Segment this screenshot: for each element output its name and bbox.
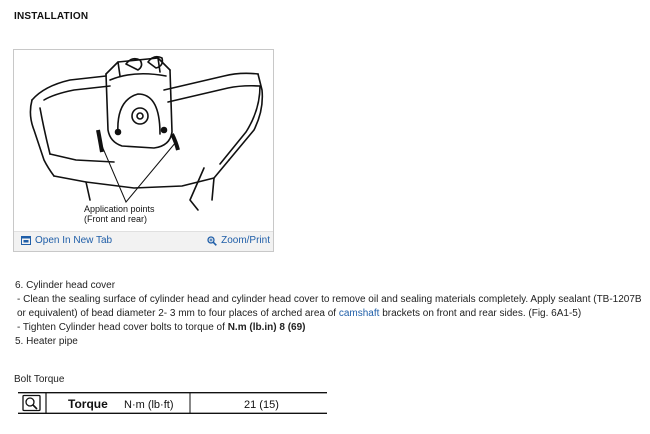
open-in-new-tab-link[interactable] xyxy=(21,235,112,246)
torque-spec-table xyxy=(18,392,327,414)
step-6-clean-text-end: brackets on front and rear sides. (Fig. 6A1-5) xyxy=(379,308,582,319)
installation-steps xyxy=(15,279,645,349)
step-5-title: 5. Heater pipe xyxy=(15,336,78,347)
section-heading: INSTALLATION xyxy=(14,11,89,22)
step-6-clean-instruction xyxy=(15,293,645,321)
bolt-torque-label: Bolt Torque xyxy=(14,374,65,385)
torque-unit-label: N·m (lb·ft) xyxy=(124,399,174,411)
zoom-print-link[interactable] xyxy=(207,235,270,246)
step-6-torque-text: - Tighten Cylinder head cover bolts to torque of xyxy=(17,322,228,333)
torque-column-label: Torque xyxy=(68,397,108,411)
step-6-torque-value: N.m (lb.in) 8 (69) xyxy=(227,322,306,333)
figure-caption-line2: (Front and rear) xyxy=(84,214,148,224)
step-6-title: 6. Cylinder head cover xyxy=(15,280,116,291)
figure-caption-line1: Application points xyxy=(84,204,155,214)
step-6-clean-text: - Clean the sealing surface of cylinder head and cylinder head cover to remove oil and sealing materials completely. Apply sealant (TB-1207B or equivalent) of bead diameter 2- 3 mm to four places of arched area of xyxy=(17,294,642,319)
figure-panel xyxy=(13,49,274,252)
zoom-icon xyxy=(207,236,217,246)
torque-value: 21 (15) xyxy=(244,399,279,411)
cylinder-head-illustration xyxy=(14,50,273,233)
camshaft-link[interactable]: camshaft xyxy=(338,308,380,319)
zoom-print-label: Zoom/Print xyxy=(221,235,270,246)
open-in-new-tab-label: Open In New Tab xyxy=(35,235,113,246)
wrench-gauge-icon xyxy=(23,396,40,411)
step-6-torque-instruction xyxy=(15,321,645,335)
figure-toolbar xyxy=(14,231,273,251)
new-tab-icon xyxy=(21,236,31,245)
